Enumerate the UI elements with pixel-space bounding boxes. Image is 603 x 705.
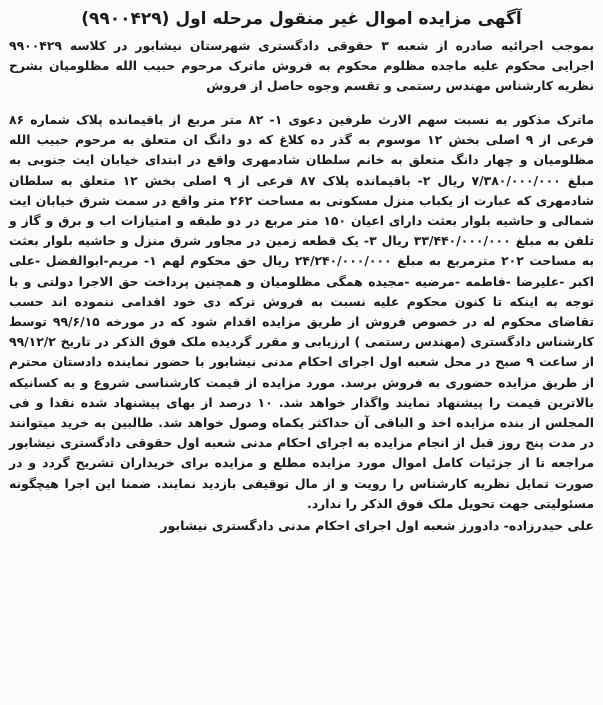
notice-intro-paragraph: بموجب اجرائیه صادره از شعبه ۳ حقوقی دادگستری شهرستان نیشابور در کلاسه ۹۹۰۰۴۲۹ اجرایی محکوم علیه ماجده مظلوم محکوم به فروش ماترک مرحوم حبیب الله مظلومیان بشرح نظریه کارشناس مهندس رستمی و تقسم وجوه حاصل از فروش [9, 38, 594, 93]
notice-signature: علی حیدرزاده- دادورز شعبه اول اجرای احکام مدنی دادگستری نیشابور [160, 518, 594, 534]
notice-body-paragraph: ماترک مذکور به نسبت سهم الارث طرفین دعوی ۱- ۸۲ متر مربع از باقیمانده پلاک شماره ۸۶ فرعی از ۹ اصلی بخش ۱۲ موسوم به گذر ده کلاغ که دو دانگ ان متعلق به مرحوم حبیب الله مظلومیان و چهار دانگ متعلق به خانم سلطان شادمهری واقع در ابتدای خیابان ایت جنوبی به مبلغ ۷/۳۸۰/۰۰۰/۰۰۰ ریال ۲- باقیمانده پلاک ۸۷ فرعی از ۹ اصلی بخش ۱۲ متعلق به سلطان شادمهری که عبارت از یکباب منزل مسکونی به مساحت ۲۶۲ متر واقع در سمت شرق خیابان ایت شمالی و حاشیه بلوار بعثت دارای اعیان ۱۵۰ متر مربع در دو طبقه و امتیازات اب و برق و گاز و تلفن به مبلغ ۳۳/۴۴۰/۰۰۰/۰۰۰ ریال ۳- یک قطعه زمین در مجاور شرق منزل و حاشیه بلوار بعثت به مساحت ۲۰۲ مترمربع به مبلغ ۲۴/۲۴۰/۰۰۰/۰۰۰ ریال حق محکوم لهم ۱- مریم-ابوالفضل -علی اکبر -علیرضا -فاطمه -مرضیه -مجیده همگی مظلومیان و همچنین پرداخت حق الاجرا دولتی و با توجه به اینکه تا کنون محکوم علیه نسبت به فروش ترکه دی خود اقدامی ننموده اند حسب تقاضای محکوم له در خصوص فروش از طریق مزایده اقدام شود که در مورخه ۹۹/۶/۱۵ توسط کارشناس دادگستری (مهندس رستمی ) ارزیابی و مقرر گردیده ملک فوق الذکر در تاریخ ۹۹/۱۲/۲ از ساعت ۹ صبح در محل شعبه اول اجرای احکام مدنی نیشابور با حضور نماینده دادستان محترم از طریق مزایده حضوری به فروش برسد. مورد مزایده از قیمت کارشناسی شروع و به کسانیکه بالاترین قیمت را پیشنهاد نمایند واگذار خواهد شد. ۱۰ درصد از بهای پیشنهاد شده نقدا و فی المجلس از بنده مزایده اخذ و الباقی آن حداکثر یکماه وصول خواهد شد. طالبین به خرید میتوانند در مدت پنج روز قبل از انجام مزایده به اجرای احکام مدنی شعبه اول حقوقی دادگستری نیشابور مراجعه تا از جزئیات کامل اموال مورد مزایده مطلع و مزایده برای خریداران تشریح گردد و در صورت تمایل نظریه کارشناس را رویت و از مال توقیفی بازدید نمایند. ضمنا این اجرا هیچگونه مسئولیتی جهت تحویل ملک فوق الذکر را ندارد. [9, 112, 595, 511]
notice-title: آگهی مزایده اموال غیر منقول مرحله اول (۹۹۰۰۴۲۹) [81, 9, 522, 29]
